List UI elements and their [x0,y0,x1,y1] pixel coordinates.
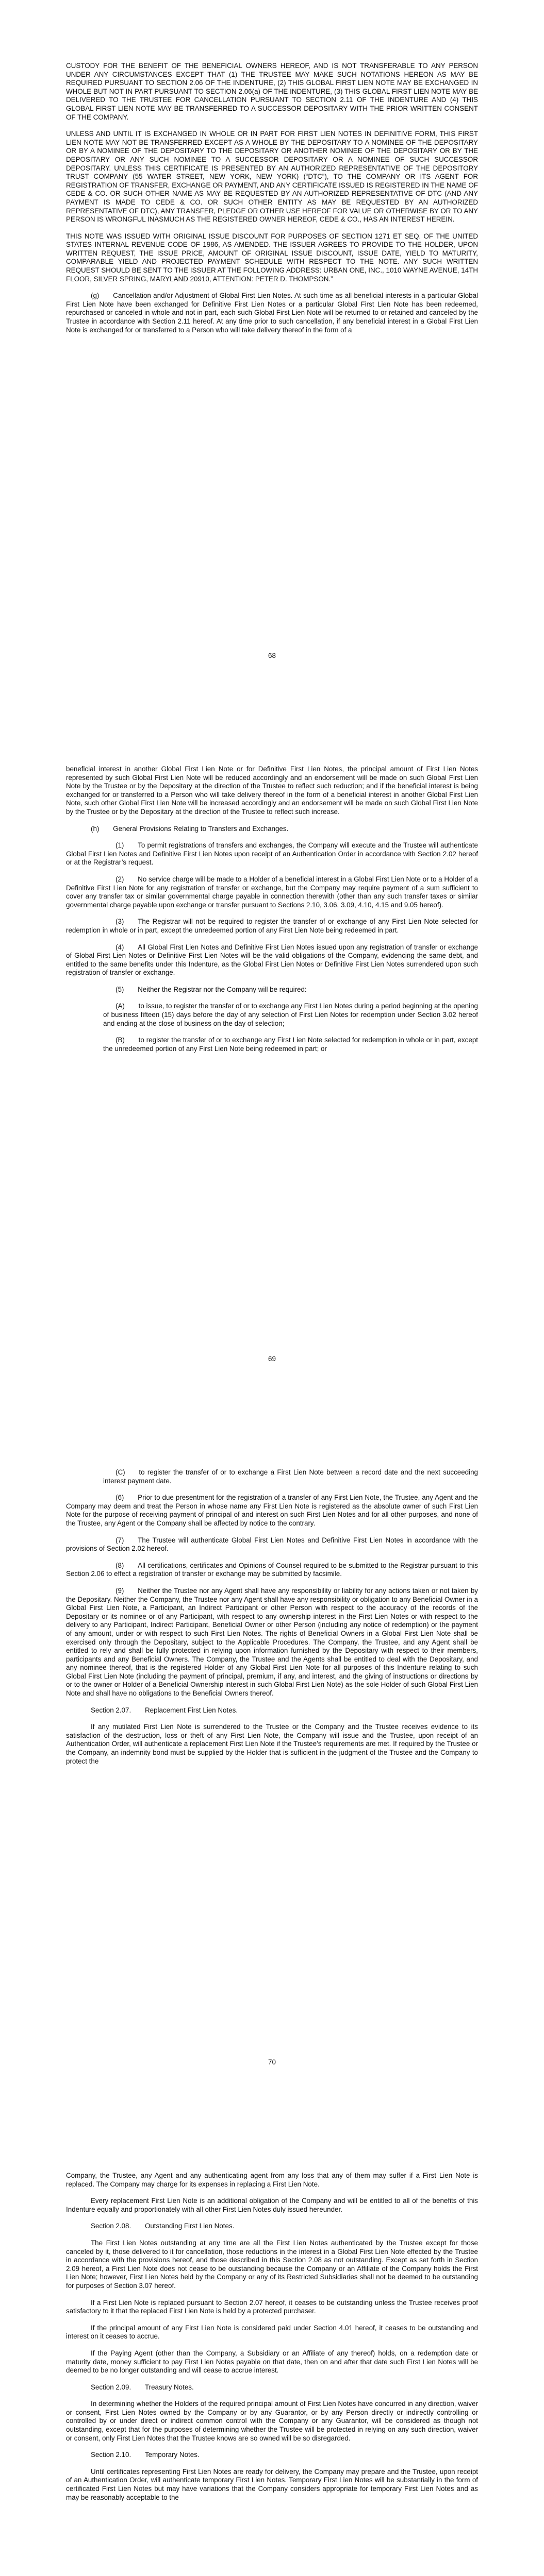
body-paragraph: In determining whether the Holders of the required principal amount of First Lien Notes have concurred in any direction, waiver or consent, First Lien Notes owned by the Company or by any Guarantor, or by any Person directly or indirectly controlling or controlled by or under direct or indirect common control with the Company or any Guarantor, will be considered as though not outstanding, except that for the purposes of determining whether the Trustee will be protected in relying on any such direction, waiver or consent, only First Lien Notes that the Trustee knows are so owned will be so disregarded. [66,2400,478,2442]
section-heading: Section 2.07. Replacement First Lien Notes. [91,1706,238,1714]
legend-paragraph: UNLESS AND UNTIL IT IS EXCHANGED IN WHOLE OR IN PART FOR FIRST LIEN NOTES IN DEFINITIVE FORM, THIS FIRST LIEN NOTE MAY NOT BE TRANSFERRED EXCEPT AS A WHOLE BY THE DEPOSITARY TO A NOMINEE OF THE DEPOSITARY OR BY A NOMINEE OF THE DEPOSITARY TO THE DEPOSITARY OR ANOTHER NOMINEE OF THE DEPOSITARY OR BY THE DEPOSITARY OR ANY SUCH NOMINEE TO A SUCCESSOR DEPOSITARY OR A NOMINEE OF SUCH SUCCESSOR DEPOSITARY. UNLESS THIS CERTIFICATE IS PRESENTED BY AN AUTHORIZED REPRESENTATIVE OF THE DEPOSITORY TRUST COMPANY (55 WATER STREET, NEW YORK, NEW YORK) (“DTC”), TO THE COMPANY OR ITS AGENT FOR REGISTRATION OF TRANSFER, EXCHANGE OR PAYMENT, AND ANY CERTIFICATE ISSUED IS REGISTERED IN THE NAME OF CEDE & CO. OR SUCH OTHER NAME AS MAY BE REQUESTED BY AN AUTHORIZED REPRESENTATIVE OF DTC (AND ANY PAYMENT IS MADE TO CEDE & CO. OR SUCH OTHER ENTITY AS MAY BE REQUESTED BY AN AUTHORIZED REPRESENTATIVE OF DTC), ANY TRANSFER, PLEDGE OR OTHER USE HEREOF FOR VALUE OR OTHERWISE BY OR TO ANY PERSON IS WRONGFUL INASMUCH AS THE REGISTERED OWNER HEREOF, CEDE & CO., HAS AN INTEREST HEREIN. [66,130,478,224]
body-paragraph: (8) All certifications, certificates and Opinions of Counsel required to be submitted to the Registrar pursuant to this Section 2.06 to effect a registration of transfer or exchange may be submitted by facsimile. [66,1561,478,1578]
body-paragraph: Until certificates representing First Lien Notes are ready for delivery, the Company may prepare and the Trustee, upon receipt of an Authentication Order, will authenticate temporary First Lien Notes. Temporary First Lien Notes will be substantially in the form of certificated First Lien Notes but may have variations that the Company considers appropriate for temporary First Lien Notes and as may be reasonably acceptable to the [66,2467,478,2501]
document-page [0,703,544,1406]
page-number: 68 [268,652,276,659]
body-paragraph: Every replacement First Lien Note is an additional obligation of the Company and will be entitled to all of the benefits of this Indenture equally and proportionately with all other First Lien Notes duly issued hereunder. [66,2197,478,2213]
body-paragraph: (2) No service charge will be made to a Holder of a beneficial interest in a Global First Lien Note or to a Holder of a Definitive First Lien Note for any registration of transfer or exchange, but the Company may require payment of a sum sufficient to cover any transfer tax or similar governmental charge payable in connection therewith (other than any such transfer taxes or similar governmental charge payable upon exchange or transfer pursuant to Sections 2.10, 3.06, 3.09, 4.10, 4.15 and 9.05 hereof). [66,875,478,909]
body-paragraph: If a First Lien Note is replaced pursuant to Section 2.07 hereof, it ceases to be outstanding unless the Trustee receives proof satisfactory to it that the replaced First Lien Note is held by a protected purchaser. [66,2298,478,2315]
page-number: 69 [268,1355,276,1363]
legend-paragraph: CUSTODY FOR THE BENEFIT OF THE BENEFICIAL OWNERS HEREOF, AND IS NOT TRANSFERABLE TO ANY PERSON UNDER ANY CIRCUMSTANCES EXCEPT THAT (1) THE TRUSTEE MAY MAKE SUCH NOTATIONS HEREON AS MAY BE REQUIRED PURSUANT TO SECTION 2.06 OF THE INDENTURE, (2) THIS GLOBAL FIRST LIEN NOTE MAY BE EXCHANGED IN WHOLE BUT NOT IN PART PURSUANT TO SECTION 2.06(a) OF THE INDENTURE, (3) THIS GLOBAL FIRST LIEN NOTE MAY BE DELIVERED TO THE TRUSTEE FOR CANCELLATION PURSUANT TO SECTION 2.11 OF THE INDENTURE AND (4) THIS GLOBAL FIRST LIEN NOTE MAY BE TRANSFERRED TO A SUCCESSOR DEPOSITARY WITH THE PRIOR WRITTEN CONSENT OF THE COMPANY. [66,62,478,121]
document-page [0,2110,544,2576]
clause-paragraph: (B) to register the transfer of or to exchange any First Lien Note selected for redemption in whole or in part, except the unredeemed portion of any First Lien Note being redeemed in part; or [103,1036,478,1053]
body-paragraph: (g) Cancellation and/or Adjustment of Global First Lien Notes. At such time as all beneficial interests in a particular Global First Lien Note have been exchanged for Definitive First Lien Notes or a particular Global First Lien Note has been redeemed, repurchased or canceled in whole and not in part, each such Global First Lien Note will be returned to or retained and canceled by the Trustee in accordance with Section 2.11 hereof. At any time prior to such cancellation, if any beneficial interest in a Global First Lien Note is exchanged for or transferred to a Person who will take delivery thereof in the form of a [66,292,478,334]
document-page [0,1406,544,2110]
body-paragraph: The First Lien Notes outstanding at any time are all the First Lien Notes authenticated by the Trustee except for those canceled by it, those delivered to it for cancellation, those reductions in the interest in a Global First Lien Note effected by the Trustee in accordance with the provisions hereof, and those described in this Section 2.08 as not outstanding. Except as set forth in Section 2.09 hereof, a First Lien Note does not cease to be outstanding because the Company or an Affiliate of the Company holds the First Lien Note; however, First Lien Notes held by the Company or any of its Restricted Subsidiaries shall not be deemed to be outstanding for purposes of Section 3.07 hereof. [66,2239,478,2290]
document-page [0,0,544,703]
body-paragraph: (7) The Trustee will authenticate Global First Lien Notes and Definitive First Lien Notes in accordance with the provisions of Section 2.02 hereof. [66,1536,478,1553]
body-paragraph: Company, the Trustee, any Agent and any authenticating agent from any loss that any of them may suffer if a First Lien Note is replaced. The Company may charge for its expenses in replacing a First Lien Note. [66,2172,478,2188]
body-paragraph: If the Paying Agent (other than the Company, a Subsidiary or an Affiliate of any thereof) holds, on a redemption date or maturity date, money sufficient to pay First Lien Notes payable on that date, then on and after that date such First Lien Notes will be deemed to be no longer outstanding and will cease to accrue interest. [66,2349,478,2375]
subsection-heading: (h) General Provisions Relating to Transfers and Exchanges. [91,824,289,833]
body-paragraph: (5) Neither the Registrar nor the Company will be required: [116,985,307,993]
section-heading: Section 2.08. Outstanding First Lien Notes. [91,2222,235,2230]
body-paragraph: beneficial interest in another Global First Lien Note or for Definitive First Lien Notes, the principal amount of First Lien Notes represented by such Global First Lien Note will be reduced accordingly and an endorsement will be made on such Global First Lien Note by the Trustee or by the Depositary at the direction of the Trustee to reflect such reduction; and if the beneficial interest is being exchanged for or transferred to a Person who will take delivery thereof in the form of a beneficial interest in another Global First Lien Note, such other Global First Lien Note will be increased accordingly and an endorsement will be made on such Global First Lien Note by the Trustee or by the Depositary at the direction of the Trustee to reflect such increase. [66,765,478,816]
body-paragraph: (4) All Global First Lien Notes and Definitive First Lien Notes issued upon any registration of transfer or exchange of Global First Lien Notes or Definitive First Lien Notes will be the valid obligations of the Company, evidencing the same debt, and entitled to the same benefits under this Indenture, as the Global First Lien Notes or Definitive First Lien Notes surrendered upon such registration of transfer or exchange. [66,943,478,977]
section-heading: Section 2.10. Temporary Notes. [91,2451,200,2459]
body-paragraph: If any mutilated First Lien Note is surrendered to the Trustee or the Company and the Trustee receives evidence to its satisfaction of the destruction, loss or theft of any First Lien Note, the Company will issue and the Trustee, upon receipt of an Authentication Order, will authenticate a replacement First Lien Note if the Trustee’s requirements are met. If required by the Trustee or the Company, an indemnity bond must be supplied by the Holder that is sufficient in the judgment of the Trustee and the Company to protect the [66,1723,478,1765]
body-paragraph: (9) Neither the Trustee nor any Agent shall have any responsibility or liability for any actions taken or not taken by the Depositary. Neither the Company, the Trustee nor any Agent shall have any responsibility or obligation to any Beneficial Owner in a Global First Lien Note, a Participant, an Indirect Participant or other Person with respect to the accuracy of the records of the Depositary or its nominee or of any Participant, with respect to any ownership interest in the First Lien Notes or with respect to the delivery to any Participant, Indirect Participant, Beneficial Owner or other Person (including any notice of redemption) or the payment of any amount, under or with respect to such First Lien Notes. The rights of Beneficial Owners in a Global First Lien Note shall be exercised only through the Depositary, subject to the Applicable Procedures. The Company, the Trustee, and any Agent shall be entitled to rely and shall be fully protected in relying upon information furnished by the Depositary with respect to their members, participants and any Beneficial Owners. The Company, the Trustee and the Agents shall be entitled to deal with the Depositary, and any nominee thereof, that is the registered Holder of any Global First Lien Note for all purposes of this Indenture relating to such Global First Lien Note (including the payment of principal, premium, if any, and interest, and the giving of instructions or directions by or to the owner or Holder of a Beneficial Ownership interest in such Global First Lien Note) as the sole Holder of such Global First Lien Note and shall have no obligations to the Beneficial Owners thereof. [66,1586,478,1698]
body-paragraph: If the principal amount of any First Lien Note is considered paid under Section 4.01 hereof, it ceases to be outstanding and interest on it ceases to accrue. [66,2324,478,2341]
body-paragraph: (3) The Registrar will not be required to register the transfer of or exchange of any First Lien Note selected for redemption in whole or in part, except the unredeemed portion of any First Lien Note being redeemed in part. [66,918,478,934]
legend-paragraph: THIS NOTE WAS ISSUED WITH ORIGINAL ISSUE DISCOUNT FOR PURPOSES OF SECTION 1271 ET SEQ. OF THE UNITED STATES INTERNAL REVENUE CODE OF 1986, AS AMENDED. THE ISSUER AGREES TO PROVIDE TO THE HOLDER, UPON WRITTEN REQUEST, THE ISSUE PRICE, AMOUNT OF ORIGINAL ISSUE DISCOUNT, ISSUE DATE, YIELD TO MATURITY, COMPARABLE YIELD AND PROJECTED PAYMENT SCHEDULE WITH RESPECT TO THE NOTE. ANY SUCH WRITTEN REQUEST SHOULD BE SENT TO THE ISSUER AT THE FOLLOWING ADDRESS: URBAN ONE, INC., 1010 WAYNE AVENUE, 14TH FLOOR, SILVER SPRING, MARYLAND 20910, ATTENTION: PETER D. THOMPSON.” [66,232,478,283]
body-paragraph: (6) Prior to due presentment for the registration of a transfer of any First Lien Note, the Trustee, any Agent and the Company may deem and treat the Person in whose name any First Lien Note is registered as the absolute owner of such First Lien Note for the purpose of receiving payment of principal of and interest on such First Lien Notes and for all other purposes, and none of the Trustee, any Agent or the Company shall be affected by notice to the contrary. [66,1494,478,1527]
page-number: 70 [268,2058,276,2066]
clause-paragraph: (C) to register the transfer of or to exchange a First Lien Note between a record date and the next succeeding interest payment date. [103,1468,478,1485]
clause-paragraph: (A) to issue, to register the transfer of or to exchange any First Lien Notes during a period beginning at the opening of business fifteen (15) days before the day of any selection of First Lien Notes for redemption under Section 3.02 hereof and ending at the close of business on the day of selection; [103,1002,478,1027]
body-paragraph: (1) To permit registrations of transfers and exchanges, the Company will execute and the Trustee will authenticate Global First Lien Notes and Definitive First Lien Notes upon receipt of an Authentication Order in accordance with Section 2.02 hereof or at the Registrar’s request. [66,841,478,867]
section-heading: Section 2.09. Treasury Notes. [91,2383,194,2391]
